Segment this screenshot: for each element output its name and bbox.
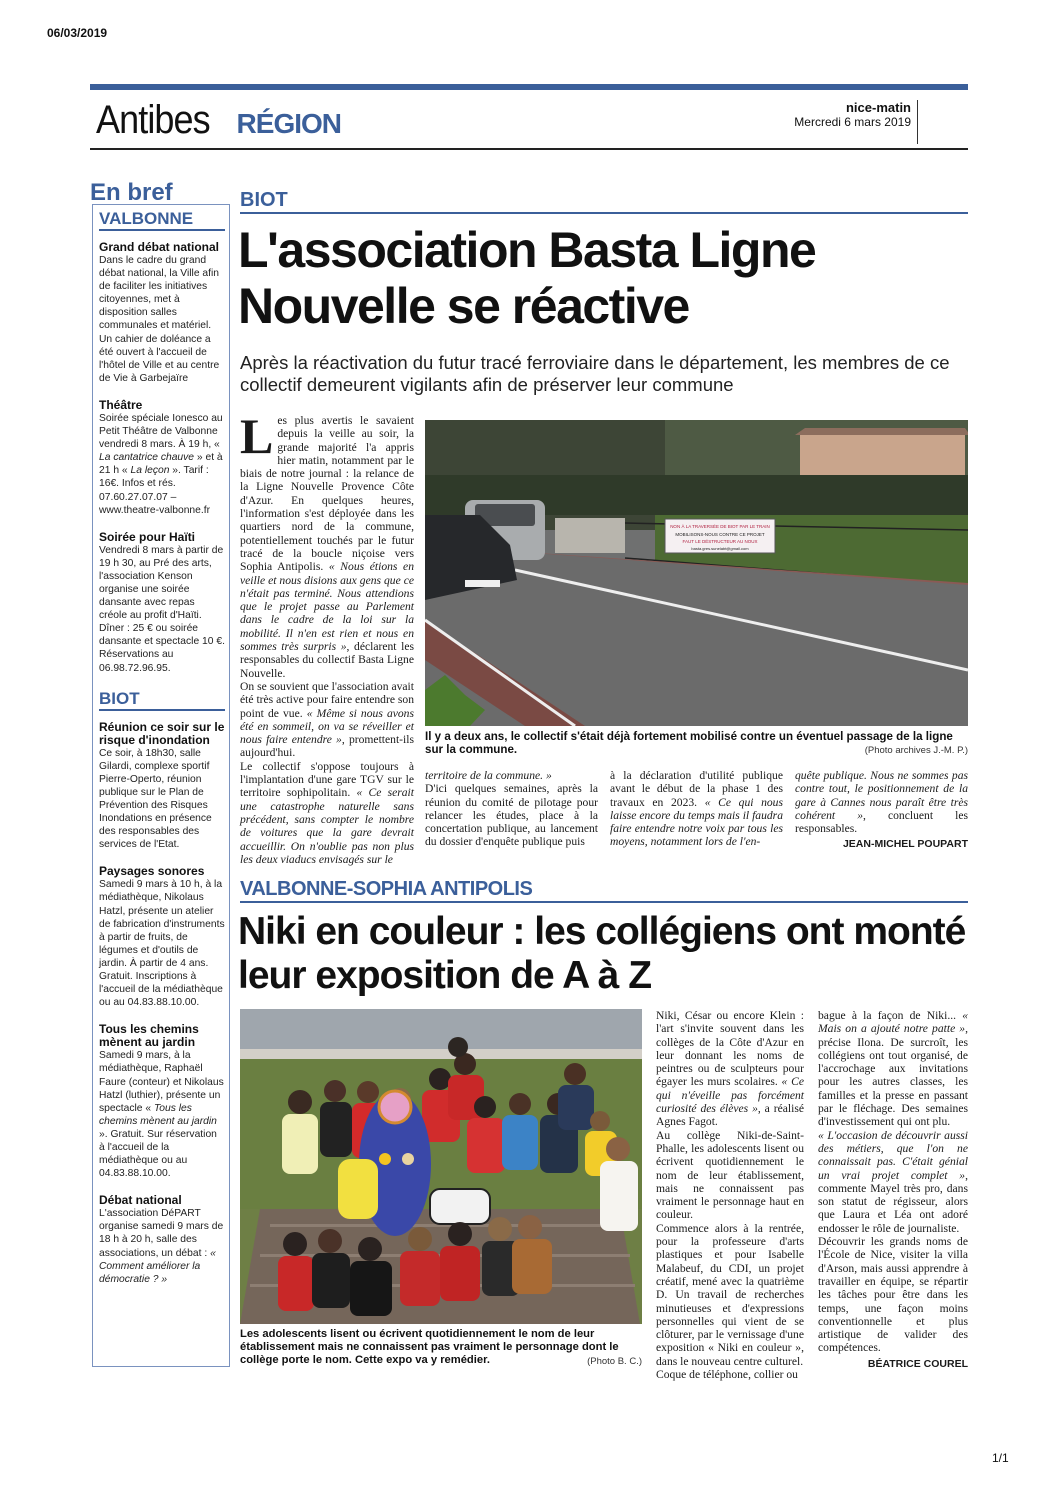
brief-title: Soirée pour Haïti <box>99 529 196 544</box>
article2-byline: BÉATRICE COUREL <box>867 1357 968 1370</box>
masthead <box>794 100 918 144</box>
road-protest-banner-photo <box>425 420 968 726</box>
brief-text: Ce soir, à 18h30, salle Gilardi, complexe sportif Pierre-Operto, réunion publique sur le Plan de Prévention des Risques Inondations en présence des responsables des services de l'Etat. <box>99 747 212 851</box>
header-divider <box>90 148 968 150</box>
brief-title: Théâtre <box>99 397 143 412</box>
article1-column-2: territoire de la commune. » D'ici quelques semaines, après la réunion du comité de pilotage pour relancer les études, place à la concertation publique, au lancement du dossier d'enquête publique puis <box>425 769 598 849</box>
article2-column-2: bague à la façon de Niki... « Mais on a ajouté notre patte », précise Ilona. De surcroît, les collégiens ont tout organisé, de l'accrochage aux invitations pour les autres classes, les familles et la presse en passant par le fléchage. Des semaines d'investissement qui ont plu. « L'occasion de découvrir aussi des métiers, que l'on ne connaissait pas. C'était génial un vrai projet complet », commente Mayel très pro, dans son statut de régisseur, alors que Laura et Léa ont adoré endosser le rôle de journaliste. Découvrir les grands noms de l'École de Nice, visiter la villa d'Arson, mais aussi apprendre à travailler en équipe, se répartir les tâches pour être dans les temps, une façon moins conventionnelle et plus artistique de valider des compétences. BÉATRICE COUREL <box>818 1009 968 1370</box>
article2-photo-credit: (Photo B. C.) <box>587 1356 642 1367</box>
brief-title: Tous les chemins mènent au jardin <box>99 1022 199 1050</box>
article1-photo-caption: Il y a deux ans, le collectif s'était déjà fortement mobilisé contre un éventuel passage de la ligne sur la commune. <box>425 730 953 756</box>
article2-headline: Niki en couleur : les collégiens ont monté leur exposition de A à Z <box>238 910 966 997</box>
brief-item <box>99 1194 225 1286</box>
article1-column-3: à la déclaration d'utilité publique avant le début de la phase 1 des travaux en 2023. « Ce qui nous laisse encore du temps mais il faudra faire entendre notre voix par tous les moyens, notamment lors de l'en- <box>610 769 783 849</box>
brief-item <box>99 865 225 1009</box>
article1-deck: Après la réactivation du futur tracé ferroviaire dans le département, les membres de ce collectif demeurent vigilants afin de préserver leur commune <box>240 352 950 395</box>
header-accent-bar <box>90 84 968 90</box>
article1-byline: JEAN-MICHEL POUPART <box>842 838 968 851</box>
article1-photo <box>425 420 968 726</box>
brief-title: Grand débat national <box>99 240 220 254</box>
section-title <box>96 96 341 148</box>
section-city: Antibes <box>96 98 210 142</box>
article2-photo <box>240 1009 642 1324</box>
banner-line: MOBILISONS-NOUS CONTRE CE PROJET <box>675 532 765 537</box>
brief-title: Réunion ce soir sur le risque d'inondation <box>99 719 225 747</box>
brief-item <box>99 1023 225 1180</box>
section-region: RÉGION <box>236 108 342 139</box>
brief-title: Débat national <box>99 1193 182 1208</box>
banner-line: NON À LA TRAVERSÉE DE BIOT PAR LE TRAIN <box>670 524 770 529</box>
brief-text: L'association DéPART organise samedi 9 mars de 18 h à 20 h, salle des associations, un débat : « Comment améliorer la démocratie ? » <box>99 1208 224 1285</box>
article2-photo-caption: Les adolescents lisent ou écrivent quotidiennement le nom de leur établissement mais ne connaissent pas vraiment le personnage dont le collège porte le nom. Cette expo va y remédier. (Photo B. C.) <box>240 1328 642 1367</box>
article1-headline: L'association Basta Ligne Nouvelle se réactive <box>238 222 816 334</box>
banner-line: basta.gres.sunelabt@gmail.com <box>691 546 749 551</box>
brief-item <box>99 721 225 852</box>
brand-name: nice-matin <box>845 100 911 115</box>
issue-date: Mercredi 6 mars 2019 <box>794 115 911 129</box>
article2-column-1: Niki, César ou encore Klein : l'art s'invite souvent dans les collèges de la Côte d'Azur en leur donnant les noms de peintres ou de sculpteurs pour égayer les murs scolaires. « Ce qui n'éveille pas forcément curiosité des élèves », a réalisé Agnes Fagot. Au collège Niki-de-Saint-Phalle, les adolescents lisent ou écrivent quotidiennement le nom de leur établissement, mais ne connaissent pas vraiment le personnage haut en couleur. Commence alors à la rentrée, pour la professeure d'arts plastiques et pour Isabelle Malabeuf, du CDI, un projet créatif, mené avec la quatrième D. Un travail de recherches minutieuses et d'expressions personnelles qui vient de se clôturer, par le vernissage d'une exposition « Niki en couleur », dans le nouveau centre culturel. Coque de téléphone, collier ou <box>656 1009 805 1382</box>
print-date: 06/03/2019 <box>47 26 108 40</box>
sidebar-title: En bref <box>90 179 173 206</box>
article1-column-4: quête publique. Nous ne sommes pas contre tout, le positionnement de la gare à Cannes nous paraît être très cohérent », concluent les responsables. JEAN-MICHEL POUPART <box>795 769 968 851</box>
brief-text: Soirée spéciale Ionesco au Petit Théâtre de Valbonne vendredi 8 mars. À 19 h, « La cantatrice chauve » et à 21 h « La leçon ». Tarif : 16€. Infos et rés. 07.60.27.07.07 – www.theatre-valbonne.fr <box>99 412 223 516</box>
brief-text: Samedi 9 mars, à la médiathèque, Raphaël Faure (conteur) et Nikolaus Hatzl (luthier), présente un spectacle « Tous les chemins mènent au jardin ». Gratuit. Sur réservation à l'accueil de la médiathèque ou au 04.83.88.10.00. <box>99 1050 224 1180</box>
article1-photo-credit: (Photo archives J.-M. P.) <box>864 745 968 756</box>
brief-item <box>99 399 225 517</box>
brief-text: Samedi 9 mars à 10 h, à la médiathèque, Nikolaus Hatzl, présente un atelier de fabrication d'instruments à partir de fruits, de légumes et d'outils de jardin. À partir de 4 ans. Gratuit. Inscriptions à l'accueil de la médiathèque ou au 04.83.88.10.00. <box>99 879 225 1009</box>
article2-kicker: VALBONNE-SOPHIA ANTIPOLIS <box>240 877 968 903</box>
article1-kicker: BIOT <box>240 188 968 214</box>
brief-text: Vendredi 8 mars à partir de 19 h 30, au Pré des arts, l'association Kenson organise une soirée dansante avec repas créole au profit d'Haïti. Dîner : 25 € ou soirée dansante et spectacle 10 €. Réservations au 06.98.72.96.95. <box>99 544 225 674</box>
brief-item <box>99 241 225 385</box>
dropcap: L <box>240 408 274 464</box>
brief-item <box>99 531 225 675</box>
news-brief-sidebar <box>92 204 230 1367</box>
banner-line: FAUT LE DÉSTRUCTEUR AU NOUX <box>682 539 758 544</box>
brief-title: Paysages sonores <box>99 864 205 879</box>
sidebar-town-heading: BIOT <box>99 689 225 711</box>
sidebar-town-heading: VALBONNE <box>99 209 225 231</box>
page-number: 1/1 <box>992 1451 1009 1465</box>
brief-text: Dans le cadre du grand débat national, la Ville afin de faciliter les initiatives citoyennes, met à disposition salles communales et matériel. Un cahier de doléance a été ouvert à l'accueil de l'hôtel de Ville et au centre de Vie à Garbejaïre <box>99 255 220 384</box>
students-group-photo <box>240 1009 642 1324</box>
article1-column-1: L es plus avertis le savaient depuis la veille au soir, la grande majorité l'a appris hier matin, notamment par le biais de notre journal : la relance de la Ligne Nouvelle Provence Côte d'Azur. En quelques heures, l'information s'est déployée dans les quartiers nord de la commune, potentiellement touchés par le futur tracé de la boucle niçoise vers Sophia Antipolis. « Nous étions en veille et nous disions aux gens que ce n'était pas terminé. Nous attendions que le projet passe au Parlement dans le cadre de la loi sur la mobilité. Il n'en est rien et nous en sommes très surpris », déclarent les responsables du collectif Basta Ligne Nouvelle. On se souvient que l'association avait été très active pour faire entendre son point de vue. « Même si nous avons été en sommeil, on va se réveiller et nous faire entendre », promettent-ils aujourd'hui. Le collectif s'oppose toujours à l'implantation d'une gare TGV sur le territoire sophipolitain. « Ce serait une catastrophe naturelle sans précédent, sans compter le nombre de voitures que la gare devrait accueillir. On n'oublie pas non plus les deux viaducs envisagés sur le <box>240 408 414 866</box>
